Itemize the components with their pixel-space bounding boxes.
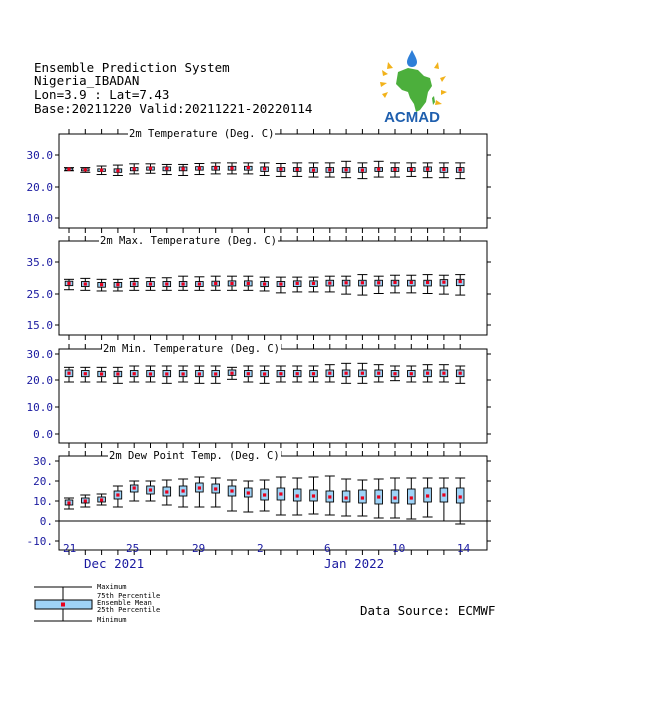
mean-marker [410,168,413,171]
mean-marker [426,168,429,171]
y-tick-label: 10.0 [26,401,53,414]
mean-marker [133,372,136,375]
chart-header-base-valid: Base:20211220 Valid:20211221-20220114 [34,101,313,116]
mean-marker [296,494,299,497]
mean-marker [328,495,331,498]
panel-frame [59,241,487,335]
mean-marker [442,168,445,171]
mean-marker [426,494,429,497]
mean-marker [165,167,168,170]
mean-marker [263,493,266,496]
mean-marker [165,372,168,375]
legend-box-glyph [34,584,94,624]
mean-marker [442,493,445,496]
mean-marker [426,372,429,375]
chart-header-coordinates: Lon=3.9 : Lat=7.43 [34,87,170,102]
mean-marker [442,372,445,375]
mean-marker [149,282,152,285]
x-tick-label: 29 [192,542,206,555]
mean-marker [182,372,185,375]
y-tick-label: 10.0 [26,212,53,225]
mean-marker [328,372,331,375]
mean-marker [361,281,364,284]
mean-marker [67,501,70,504]
y-tick-label: 30.0 [26,348,53,361]
mean-marker [182,489,185,492]
x-month-label-jan: Jan 2022 [324,556,385,571]
y-tick-label: 15.0 [26,319,53,332]
mean-marker [279,372,282,375]
mean-marker [116,493,119,496]
y-tick-label: 30.0 [26,149,53,162]
mean-marker [459,495,462,498]
mean-marker [133,486,136,489]
mean-marker [426,281,429,284]
mean-marker [230,282,233,285]
mean-marker [230,489,233,492]
mean-marker [214,372,217,375]
mean-marker [100,372,103,375]
mean-marker [459,280,462,283]
mean-marker [263,282,266,285]
legend-ensemble-mean: Ensemble Mean [97,599,152,607]
mean-marker [214,282,217,285]
mean-marker [230,167,233,170]
panel-frame [59,349,487,443]
mean-marker [182,167,185,170]
mean-marker [393,496,396,499]
legend-75th-percentile: 75th Percentile [97,592,161,600]
mean-marker [116,169,119,172]
mean-marker [296,282,299,285]
mean-marker [84,499,87,502]
mean-marker [410,496,413,499]
legend-25th-percentile: 25th Percentile [97,606,161,614]
panel-title-dew-point: 2m Dew Point Temp. (Deg. C) [109,450,280,462]
panel-title-temperature: 2m Temperature (Deg. C) [129,128,275,140]
mean-marker [377,281,380,284]
mean-marker [393,168,396,171]
mean-marker [67,168,70,171]
panel-frame [59,456,487,550]
mean-marker [67,282,70,285]
mean-marker [165,282,168,285]
mean-marker [214,487,217,490]
y-tick-label: 10. [33,495,53,508]
mean-marker [247,491,250,494]
mean-marker [279,282,282,285]
data-source-label: Data Source: ECMWF [360,603,496,618]
mean-marker [328,282,331,285]
mean-marker [459,372,462,375]
mean-marker [100,283,103,286]
mean-marker [345,281,348,284]
mean-marker [361,169,364,172]
mean-marker [279,168,282,171]
logo-text: ACMAD [384,109,440,126]
mean-marker [312,169,315,172]
mean-marker [182,282,185,285]
y-tick-label: 0.0 [33,428,53,441]
y-tick-label: 30. [33,455,53,468]
mean-marker [84,168,87,171]
mean-marker [312,282,315,285]
mean-marker [312,494,315,497]
mean-marker [377,168,380,171]
mean-marker [247,372,250,375]
x-tick-label: 14 [457,542,471,555]
mean-marker [459,168,462,171]
mean-marker [247,166,250,169]
y-tick-label: 0. [39,515,53,528]
mean-marker [230,372,233,375]
mean-marker [345,168,348,171]
mean-marker [247,282,250,285]
mean-marker [361,496,364,499]
legend-minimum: Minimum [97,616,127,624]
chart-header-location: Nigeria_IBADAN [34,73,140,88]
panel-title-max-temperature: 2m Max. Temperature (Deg. C) [100,235,278,247]
mean-marker [198,486,201,489]
chart-header-system: Ensemble Prediction System [34,60,230,75]
y-tick-label: 20. [33,475,53,488]
x-tick-label: 6 [324,542,331,555]
mean-marker [198,167,201,170]
mean-marker [116,283,119,286]
mean-marker [214,166,217,169]
mean-marker [84,372,87,375]
mean-marker [263,372,266,375]
mean-marker [377,372,380,375]
legend-maximum: Maximum [97,583,127,591]
mean-marker [393,372,396,375]
mean-marker [198,372,201,375]
mean-marker [296,168,299,171]
mean-marker [442,281,445,284]
mean-marker [296,372,299,375]
mean-marker [263,167,266,170]
x-tick-label: 21 [63,542,77,555]
mean-marker [116,372,119,375]
mean-marker [393,281,396,284]
mean-marker [279,492,282,495]
mean-marker [198,282,201,285]
mean-marker [345,496,348,499]
mean-marker [84,282,87,285]
mean-marker [345,372,348,375]
mean-marker [149,372,152,375]
mean-marker [133,167,136,170]
y-tick-label: 25.0 [26,288,53,301]
y-tick-label: 20.0 [26,181,53,194]
mean-marker [149,488,152,491]
mean-marker [312,372,315,375]
mean-marker [377,495,380,498]
mean-marker [67,372,70,375]
x-tick-label: 10 [392,542,406,555]
panel-title-min-temperature: 2m Min. Temperature (Deg. C) [103,343,281,355]
mean-marker [361,372,364,375]
panel-frame [59,134,487,228]
x-month-label-dec: Dec 2021 [84,556,145,571]
mean-marker [328,168,331,171]
y-tick-label: -10. [26,535,53,548]
mean-marker [410,281,413,284]
mean-marker [410,372,413,375]
mean-marker [149,167,152,170]
y-tick-label: 20.0 [26,374,53,387]
mean-marker [100,169,103,172]
mean-marker [100,498,103,501]
y-tick-label: 35.0 [26,256,53,269]
mean-marker [133,282,136,285]
mean-marker [165,490,168,493]
x-tick-label: 25 [126,542,140,555]
x-tick-label: 2 [257,542,264,555]
